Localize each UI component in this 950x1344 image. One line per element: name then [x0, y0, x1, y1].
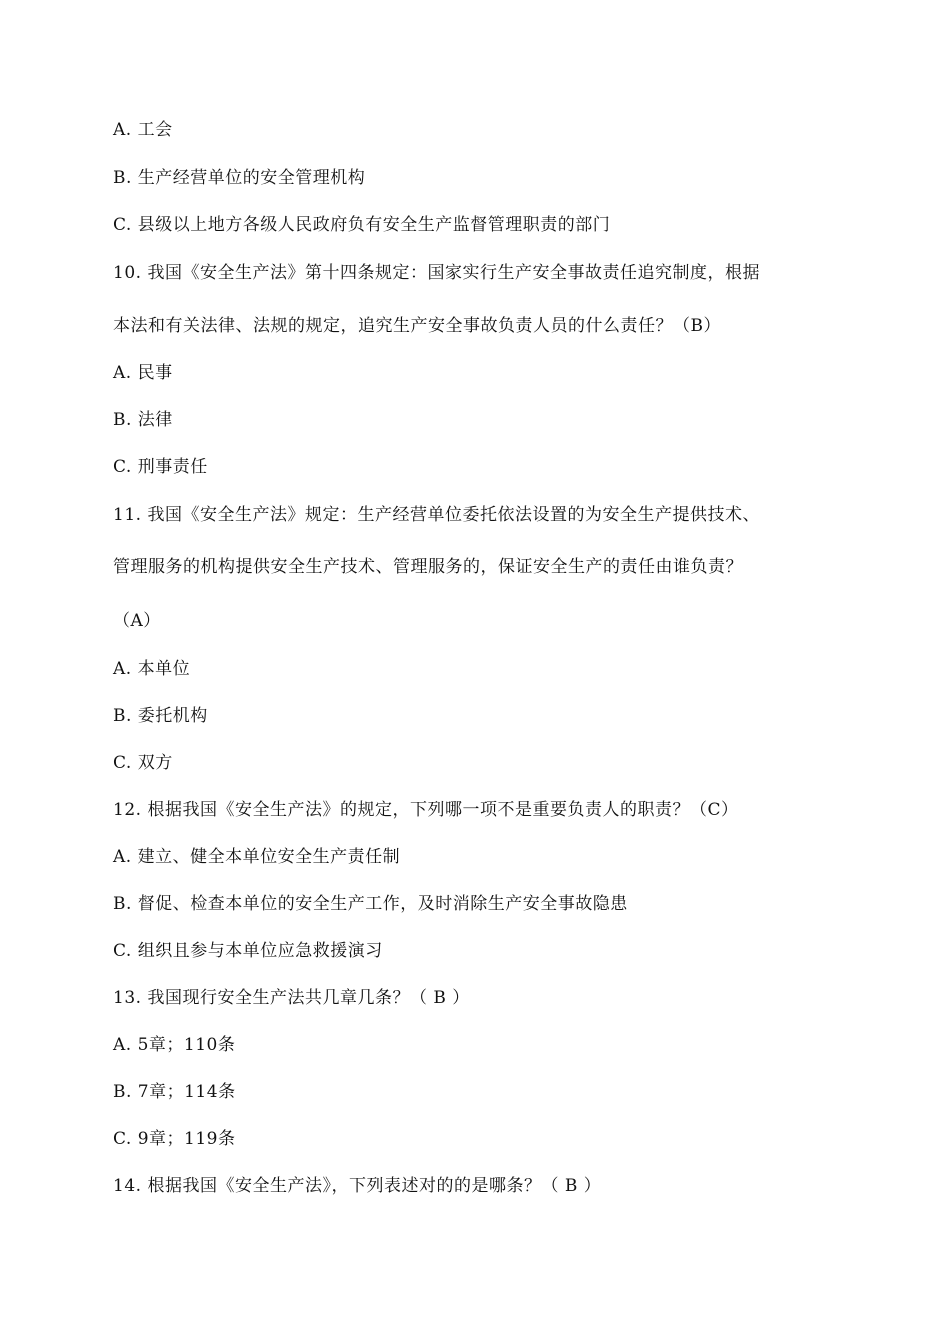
option-b-q10: B. 法律	[113, 410, 173, 430]
option-a-q11: A. 本单位	[113, 659, 191, 679]
option-a-q10: A. 民事	[113, 363, 173, 383]
option-c-q11: C. 双方	[113, 753, 173, 773]
option-b-q12: B. 督促、检查本单位的安全生产工作，及时消除生产安全事故隐患	[113, 894, 628, 914]
option-c-q9: C. 县级以上地方各级人民政府负有安全生产监督管理职责的部门	[113, 215, 611, 235]
option-b-q11: B. 委托机构	[113, 706, 208, 726]
option-b-q9: B. 生产经营单位的安全管理机构	[113, 168, 366, 188]
option-a-q13: A. 5章；110条	[113, 1035, 236, 1055]
option-a-q9: A. 工会	[113, 120, 173, 140]
option-c-q10: C. 刑事责任	[113, 457, 208, 477]
question-11-line-2: 管理服务的机构提供安全生产技术、管理服务的，保证安全生产的责任由谁负责？	[113, 557, 743, 577]
option-b-q13: B. 7章；114条	[113, 1082, 236, 1102]
question-11-answer: （A）	[113, 611, 161, 631]
option-a-q12: A. 建立、健全本单位安全生产责任制	[113, 847, 401, 867]
question-10-line-2: 本法和有关法律、法规的规定，追究生产安全事故负责人员的什么责任？（B）	[113, 316, 721, 336]
question-12: 12. 根据我国《安全生产法》的规定，下列哪一项不是重要负责人的职责？（C）	[113, 800, 739, 820]
option-c-q13: C. 9章；119条	[113, 1129, 236, 1149]
question-10-line-1: 10. 我国《安全生产法》第十四条规定：国家实行生产安全事故责任追究制度，根据	[113, 263, 760, 283]
question-13: 13. 我国现行安全生产法共几章几条？（ B ）	[113, 988, 470, 1008]
question-14: 14. 根据我国《安全生产法》，下列表述对的的是哪条？（ B ）	[113, 1176, 602, 1196]
question-11-line-1: 11. 我国《安全生产法》规定：生产经营单位委托依法设置的为安全生产提供技术、	[113, 505, 760, 525]
option-c-q12: C. 组织且参与本单位应急救援演习	[113, 941, 383, 961]
